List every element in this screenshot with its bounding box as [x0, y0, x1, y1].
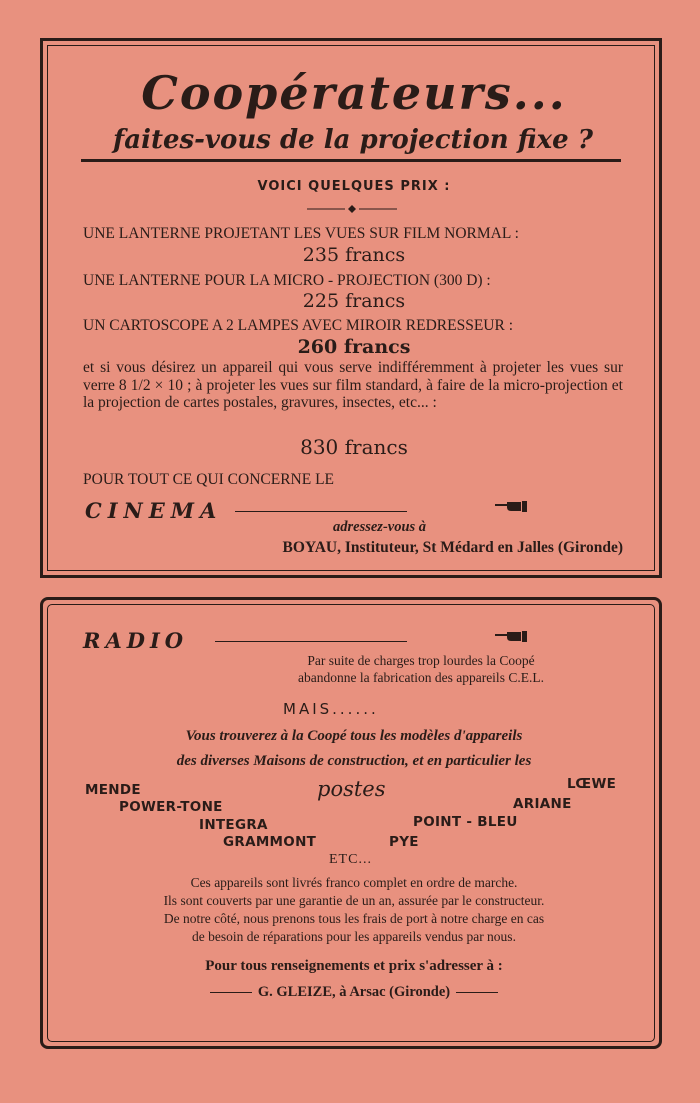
item3-text: UN CARTOSCOPE A 2 LAMPES AVEC MIROIR REDRESSEUR : [83, 317, 514, 334]
radio-advert-box [40, 597, 662, 1049]
radio-rule [215, 641, 407, 642]
projection-advert-box [40, 38, 662, 578]
item1-price: 235 francs [302, 244, 406, 266]
mais-heading: MAIS...... [283, 700, 379, 718]
brand-ariane: ARIANE [513, 796, 572, 812]
cinema-rule [235, 511, 407, 512]
paragraph-price: 830 francs [300, 435, 408, 459]
brand-mende: MENDE [85, 782, 141, 798]
radio-heading: RADIO [83, 628, 189, 653]
gleize-contact-line [43, 984, 665, 1001]
advert-title: Coopérateurs... [141, 66, 567, 120]
item1-text: UNE LANTERNE PROJETANT LES VUES SUR FILM NORMAL : [83, 225, 519, 242]
brand-pye: PYE [389, 834, 419, 850]
adressez-text: adressez-vous à [333, 519, 427, 535]
item2-text: UNE LANTERNE POUR LA MICRO - PROJECTION (300 D) : [83, 272, 491, 289]
gleize-contact: G. GLEIZE, à Arsac (Gironde) [257, 984, 451, 1000]
pointing-hand-icon [495, 499, 529, 513]
cinema-heading: CINEMA [85, 498, 223, 523]
brand-grammont: GRAMMONT [223, 834, 317, 850]
models-line-1: Vous trouverez à la Coopé tous les modèles d'appareils [185, 728, 523, 744]
models-line-2: des diverses Maisons de construction, et en particulier les [176, 753, 532, 769]
guarantee-line-1: Ces appareils sont livrés franco complet en ordre de marche. [190, 875, 518, 890]
concerne-text: POUR TOUT CE QUI CONCERNE LE [83, 471, 335, 488]
notice-line-1: Par suite de charges trop lourdes la Coopé [307, 653, 535, 668]
multi-use-paragraph: et si vous désirez un appareil qui vous serve indifféremment à projeter les vues sur verre 8 1/2 × 10 ; à projeter les vues sur film standard, à faire de la micro-projection et la projection de cartes postales, gravures, insectes, etc... : [83, 359, 623, 411]
brand-point-bleu: POINT - BLEU [413, 814, 518, 830]
title-rule [81, 159, 621, 162]
intro-heading: VOICI QUELQUES PRIX : [257, 179, 451, 194]
left-dash [210, 992, 252, 993]
boyau-contact: BOYAU, Instituteur, St Médard en Jalles (Gironde) [282, 539, 623, 556]
guarantee-line-3: De notre côté, nous prenons tous les frais de port à notre charge en cas [163, 911, 545, 926]
pointing-hand-icon [495, 629, 529, 643]
brand-loewe: LŒWE [567, 776, 617, 792]
etc-text: ETC... [329, 852, 372, 867]
renseignements-text: Pour tous renseignements et prix s'adresser à : [205, 958, 503, 974]
advert-subtitle: faites-vous de la projection fixe ? [113, 125, 593, 155]
postes-word: postes [317, 777, 386, 801]
right-dash [456, 992, 498, 993]
guarantee-line-4: de besoin de réparations pour les appareils vendus par nous. [192, 929, 516, 944]
ornament-divider-icon [307, 204, 397, 214]
guarantee-line-2: Ils sont couverts par une garantie de un an, assurée par le constructeur. [163, 893, 545, 908]
item3-price: 260 francs [297, 336, 411, 358]
brand-integra: INTEGRA [199, 817, 268, 833]
abandon-notice [241, 652, 601, 686]
item2-price: 225 francs [302, 290, 406, 312]
notice-line-2: abandonne la fabrication des appareils C.E.L. [298, 670, 544, 685]
brand-power-tone: POWER-TONE [119, 799, 223, 815]
guarantee-paragraph [89, 874, 619, 946]
